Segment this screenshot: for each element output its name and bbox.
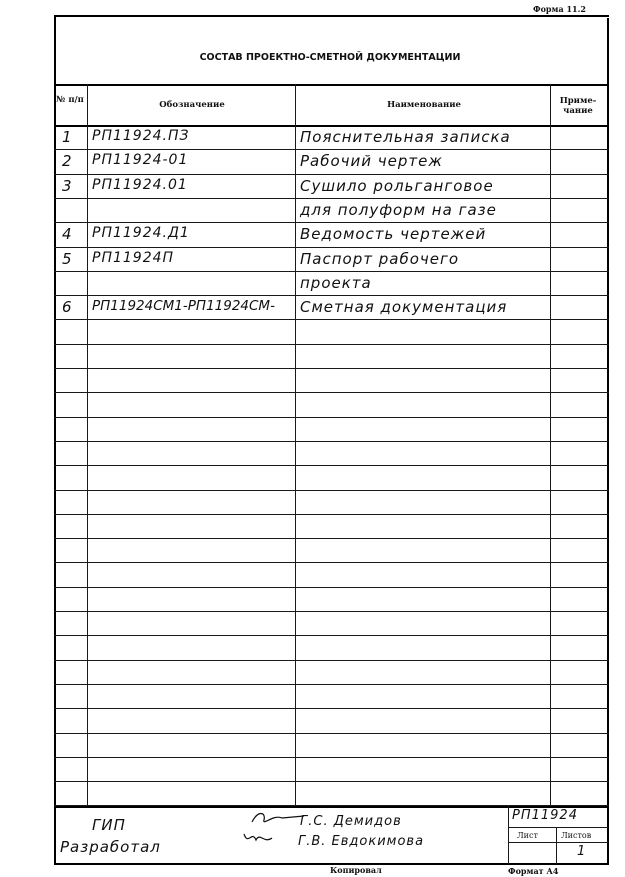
grid-row-line (54, 562, 609, 563)
header-top-line (54, 84, 609, 86)
stamp-doc-code: РП11924 (512, 808, 578, 823)
row-number: 1 (62, 128, 73, 146)
grid-row-line (54, 708, 609, 709)
row-name: Ведомость чертежей (300, 225, 487, 243)
stamp-role-2: Разработал (60, 838, 161, 856)
signature-2-mark (240, 828, 280, 848)
column-divider-3 (550, 84, 551, 806)
grid-row-line (54, 271, 609, 272)
stamp-code-line (508, 827, 608, 828)
signature-1-mark (248, 808, 308, 828)
column-header-name: Наименование (387, 100, 461, 110)
column-divider-2 (295, 84, 296, 806)
signature-2 (240, 828, 280, 852)
grid-row-line (54, 149, 609, 150)
grid-row-line (54, 319, 609, 320)
row-number: 2 (62, 152, 73, 170)
stamp-sheet-divider (556, 827, 557, 864)
row-number: 6 (62, 298, 73, 316)
form-label: Форма 11.2 (533, 4, 586, 14)
row-name: Паспорт рабочего (300, 250, 460, 268)
grid-row-line (54, 198, 609, 199)
row-number: 4 (62, 225, 73, 243)
row-designation: РП11924.Д1 (92, 225, 190, 241)
row-designation: РП11924-01 (92, 152, 189, 168)
header-bottom-line (54, 125, 609, 127)
grid-row-line (54, 660, 609, 661)
row-name: Рабочий чертеж (300, 152, 443, 170)
stamp-sheet-label: Лист (517, 831, 538, 840)
grid-row-line (54, 368, 609, 369)
grid-row-line (54, 757, 609, 758)
grid-row-line (54, 392, 609, 393)
footer-copied: Копировал (330, 865, 382, 875)
stamp-person-1: Г.С. Демидов (300, 814, 402, 829)
row-designation: РП11924.01 (92, 177, 188, 193)
footer-format: Формат А4 (508, 866, 559, 876)
grid-row-line (54, 781, 609, 782)
grid-row-line (54, 417, 609, 418)
grid-row-line (54, 295, 609, 296)
grid-row-line (54, 538, 609, 539)
row-number: 5 (62, 250, 73, 268)
grid-row-line (54, 222, 609, 223)
row-name: Сушило рольганговое (300, 177, 494, 195)
grid-row-line (54, 465, 609, 466)
column-header-note: Приме-чание (559, 96, 597, 116)
grid-row-line (54, 174, 609, 175)
grid-row-line (54, 247, 609, 248)
stamp-person-2: Г.В. Евдокимова (298, 834, 425, 849)
row-name: Сметная документация (300, 298, 508, 316)
grid-row-line (54, 344, 609, 345)
grid-row-line (54, 490, 609, 491)
stamp-sheets-label: Листов (561, 831, 592, 840)
column-header-designation: Обозначение (159, 100, 225, 110)
frame-top (54, 15, 609, 17)
page-title: СОСТАВ ПРОЕКТНО-СМЕТНОЙ ДОКУМЕНТАЦИИ (199, 52, 461, 63)
grid-row-line (54, 514, 609, 515)
row-designation: РП11924П (92, 250, 175, 266)
row-designation: РП11924.ПЗ (92, 128, 190, 144)
stamp-sheets-value: 1 (577, 844, 587, 859)
frame-left (54, 15, 56, 865)
grid-row-line (54, 611, 609, 612)
row-designation: РП11924СМ1-РП11924СМ- (92, 298, 275, 314)
row-name: Пояснительная записка (300, 128, 511, 146)
row-number: 3 (62, 177, 73, 195)
stamp-divider (508, 806, 509, 864)
grid-row-line (54, 733, 609, 734)
grid-row-line (54, 684, 609, 685)
row-name: для полуформ на газе (300, 201, 497, 219)
grid-row-line (54, 587, 609, 588)
stamp-sheet-line (508, 842, 608, 843)
stamp-role-1: ГИП (92, 816, 126, 834)
grid-row-line (54, 635, 609, 636)
grid-row-line (54, 441, 609, 442)
column-divider-1 (87, 84, 88, 806)
column-header-num: № п/п (56, 95, 84, 105)
row-name: проекта (300, 274, 372, 292)
